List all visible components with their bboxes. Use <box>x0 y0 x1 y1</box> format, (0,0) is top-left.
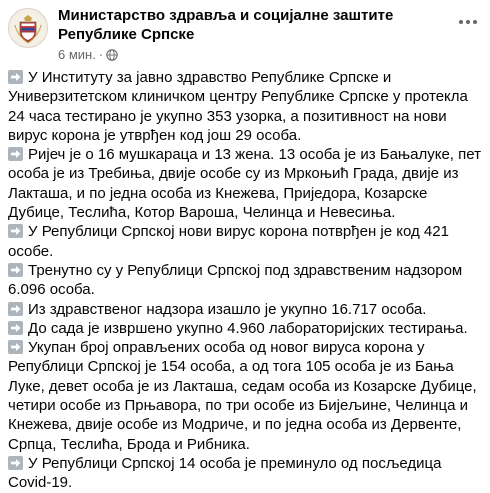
coat-of-arms-icon <box>9 9 47 47</box>
message-paragraph <box>8 454 486 493</box>
right-arrow-emoji-icon <box>8 321 23 335</box>
right-arrow-emoji-icon <box>8 224 23 238</box>
paragraph-text: До сада је извршено укупно 4.960 лабораторијских тестирања. <box>28 319 468 337</box>
post-header <box>8 6 482 62</box>
right-arrow-emoji-icon <box>8 147 23 161</box>
message-paragraph <box>8 300 486 319</box>
paragraph-text: У Републици Српској 14 особа је преминуло од посљедица Covid-19. <box>8 454 442 492</box>
paragraph-text: Из здравственог надзора изашло је укупно 16.717 особа. <box>28 300 427 318</box>
post-message <box>8 68 486 493</box>
right-arrow-emoji-icon <box>8 302 23 316</box>
page-avatar[interactable] <box>8 8 48 48</box>
meta-separator: · <box>98 47 104 62</box>
message-paragraph <box>8 222 486 261</box>
post-timestamp[interactable]: 6 мин. <box>58 47 96 62</box>
message-paragraph <box>8 68 486 145</box>
paragraph-text: У Институту за јавно здравство Републике Српске и Универзитетском клиничком центру Републике Српске у протекла 24 часа тестирано је укупно 353 узорка, а позитивност на нови вирус корона је утврђен код још 29 особа. <box>8 69 468 144</box>
post-meta <box>58 47 118 63</box>
message-paragraph <box>8 261 486 300</box>
paragraph-text: Укупан број оправљених особа од новог вируса корона у Републици Српској је 154 особа, а од тога 105 особа је из Бања Луке, девет особа је из Лакташа, седам особа из Козарске Дубице, четири особе из Прњавора, по три особе из Бијељине, Челинца и Кнежева, двије особе из Модриче, и по једна особа из Дервенте, Српца, Теслића, Брода и Рибника. <box>8 339 477 453</box>
more-horizontal-icon <box>458 19 478 25</box>
globe-icon[interactable] <box>106 49 118 61</box>
right-arrow-emoji-icon <box>8 456 23 470</box>
right-arrow-emoji-icon <box>8 340 23 354</box>
more-options-button[interactable] <box>454 12 482 32</box>
message-paragraph <box>8 145 486 222</box>
paragraph-text: Тренутно су у Републици Српској под здравственим надзором 6.096 особа. <box>8 261 463 299</box>
right-arrow-emoji-icon <box>8 263 23 277</box>
page-name-link[interactable]: Министарство здравља и социјалне заштите Републике Српске <box>58 7 394 43</box>
right-arrow-emoji-icon <box>8 70 23 84</box>
paragraph-text: У Републици Српској нови вирус корона потврђен је код 421 особе. <box>8 223 449 260</box>
message-paragraph <box>8 319 486 338</box>
message-paragraph <box>8 338 486 454</box>
paragraph-text: Ријеч је о 16 мушкараца и 13 жена. 13 особа је из Бањалуке, пет особа је из Требиња, двије особе су из Мркоњић Града, двије из Лакташа, и по једна особа из Кнежева, Приједора, Козарске Дубице, Теслића, Котор Вароша, Челинца и Невесиња. <box>8 146 481 222</box>
